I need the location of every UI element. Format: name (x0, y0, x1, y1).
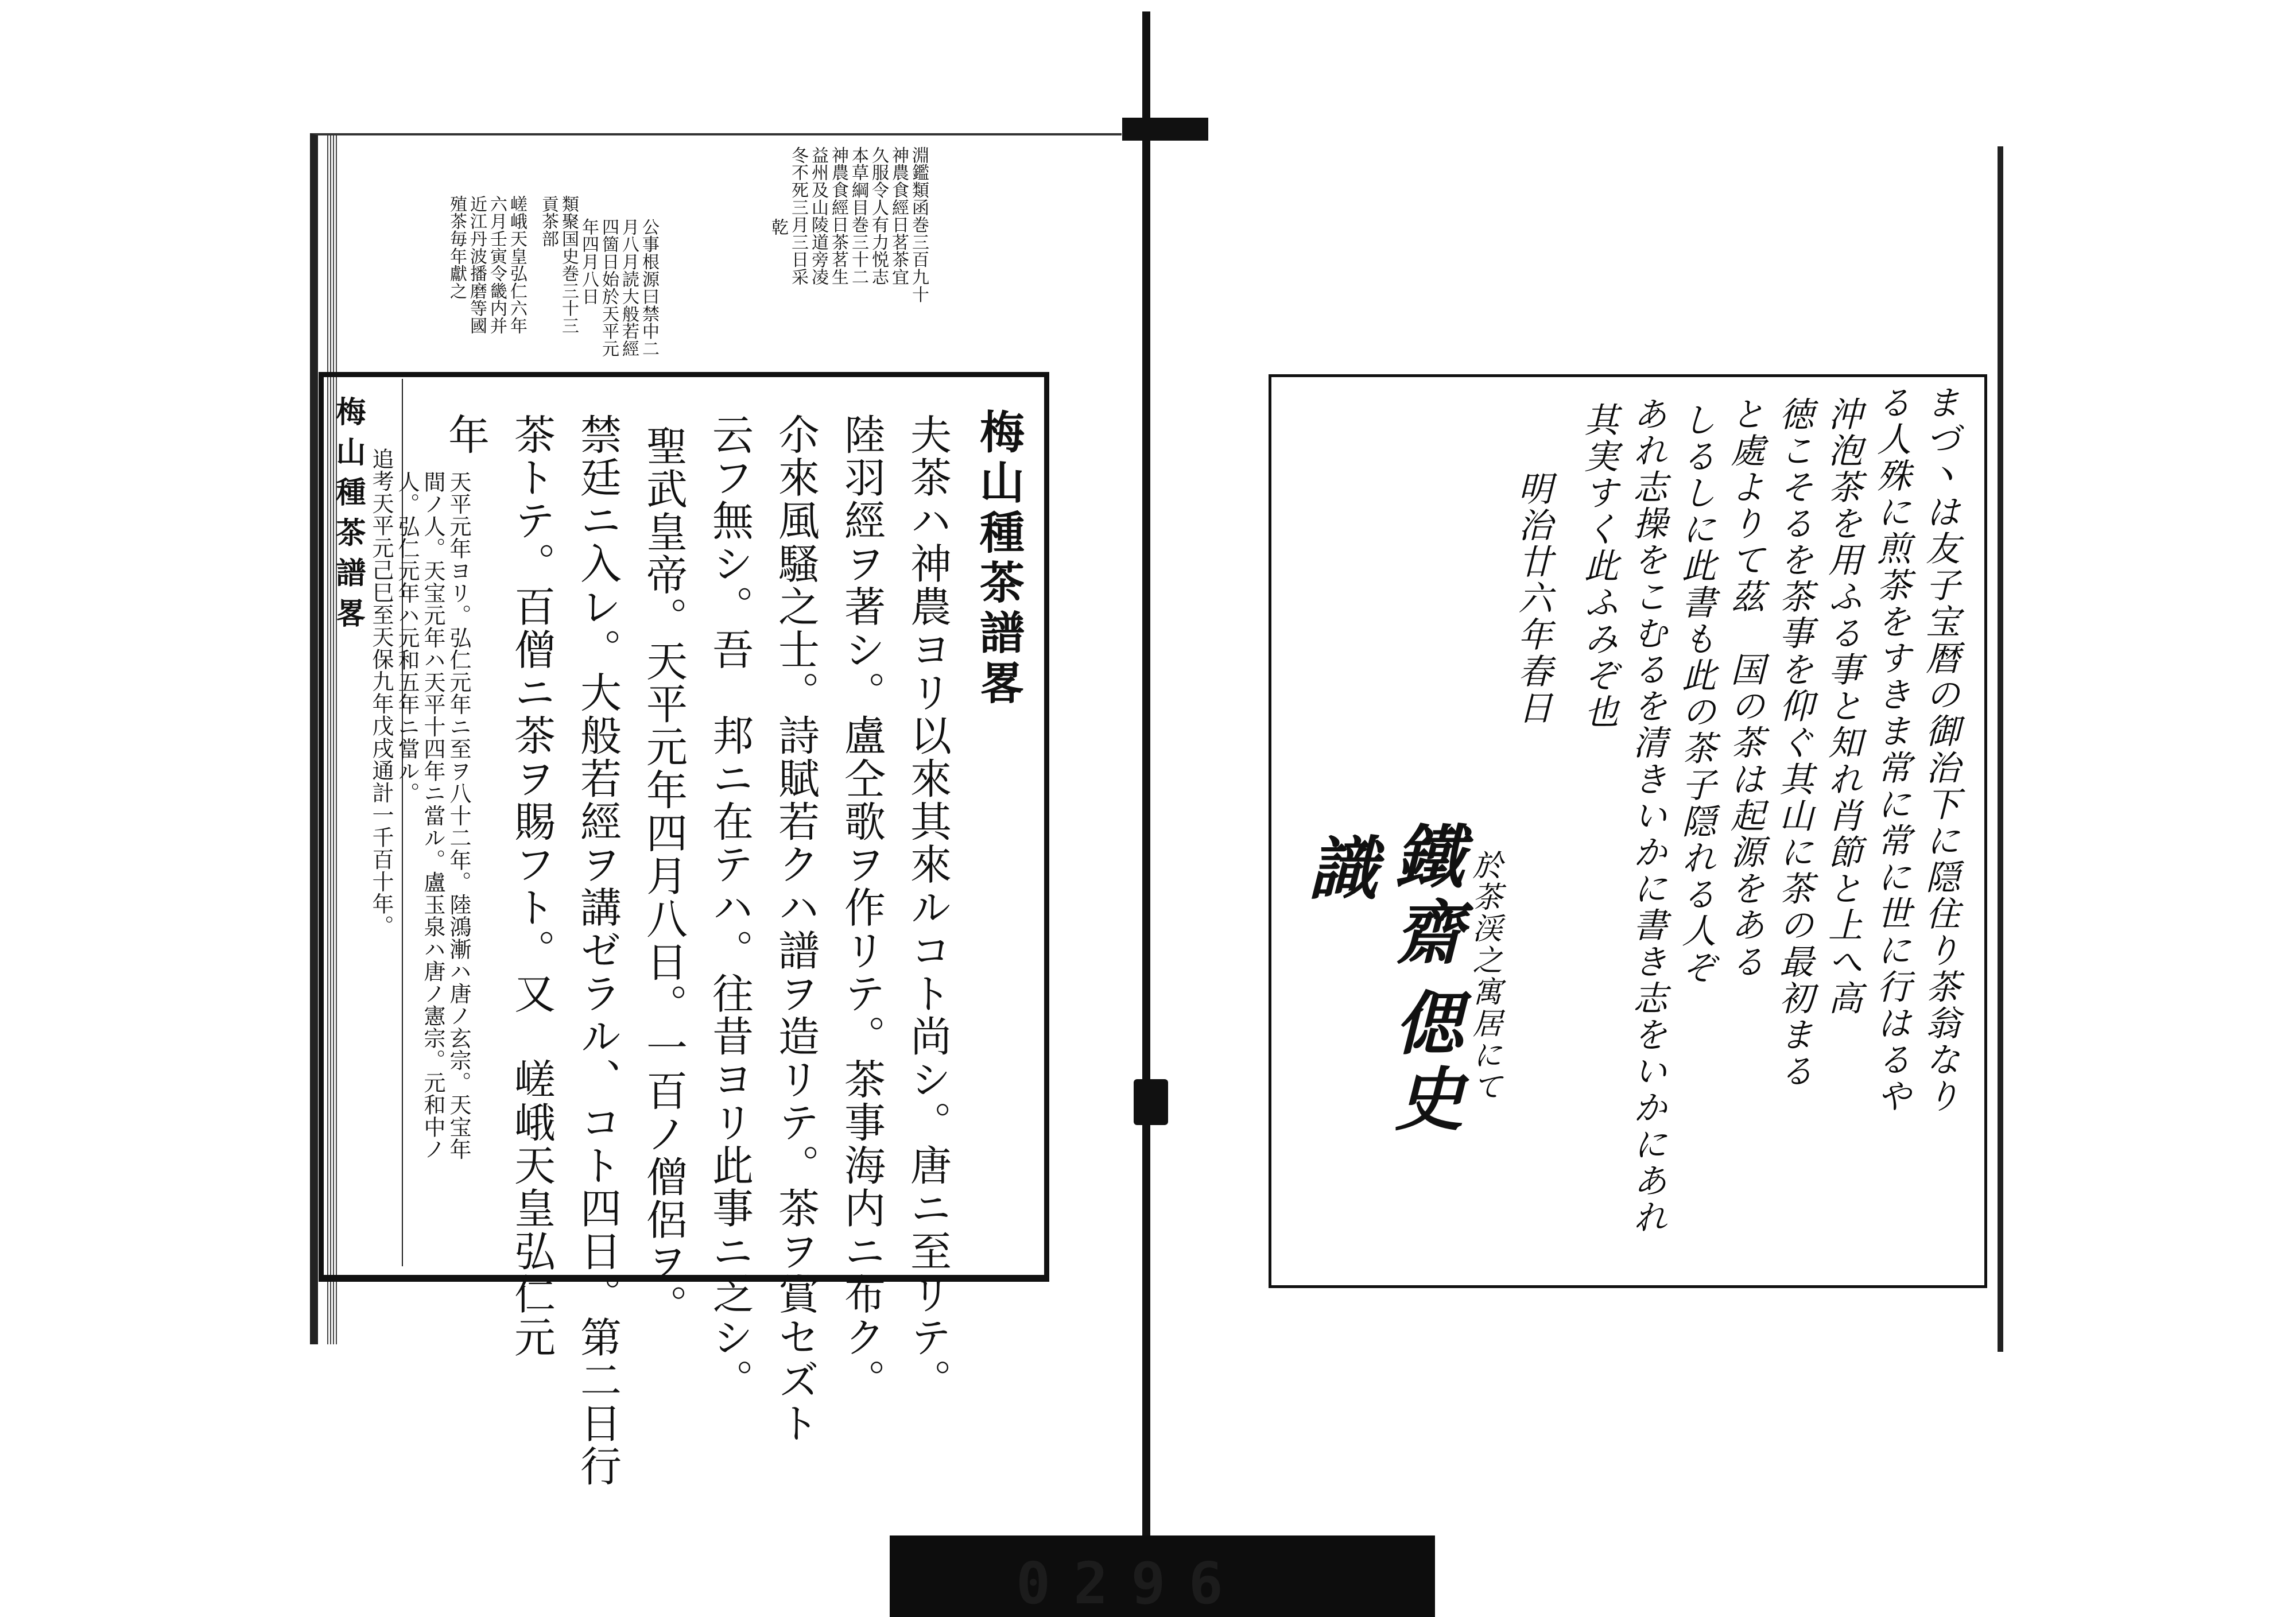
top-note-col: 殖茶毎年獻之 (447, 195, 467, 300)
hand-column: る人殊に煎茶をすきま常に常に世に行はるや (1871, 385, 1911, 1115)
signature-sub: 識 (1297, 832, 1378, 908)
note-column: 追考天平元己巳至天保九年戊戌通計一千百十年。 (369, 448, 394, 937)
top-note-col: 本草綱目巻三十二 (848, 146, 868, 286)
note-column: 間ノ人。天宝元年ハ天平十四年ニ當ル。盧玉泉ハ唐ノ憲宗。元和中ノ (420, 471, 445, 1161)
top-note-col: 四箇日始於天平元 (599, 218, 619, 358)
top-note-col: 益州及山陵道旁凌 (808, 146, 828, 286)
side-title: 梅山種茶譜畧 (331, 396, 366, 638)
top-note-col: 久服令人有力悦志 (868, 146, 889, 286)
top-note-col: 貢茶部 (538, 195, 559, 247)
body-column: 禁廷ニ入レ。大般若經ヲ講ゼラル、コト四日。第二日行 (573, 413, 622, 1488)
body-column: 年 (441, 413, 490, 456)
signature-end: 偲史 (1383, 987, 1464, 1139)
page-title: 梅山種茶譜畧 (972, 409, 1025, 710)
body-column: 陸羽經ヲ著シ。盧仝歌ヲ作リテ。茶事海内ニ布ク。 (837, 413, 886, 1402)
hand-column: しるしに此書も此の茶子隠れる人ぞ (1676, 402, 1716, 986)
top-note-col: 年四月八日 (579, 218, 599, 305)
signature-main: 鐵齋 (1383, 821, 1464, 972)
right-page-edge (1998, 146, 2003, 1352)
top-note-col: 神農食經日茶茗生 (828, 146, 848, 286)
place-line: 於茶渓之寓居にて (1467, 850, 1502, 1103)
top-note-col: 嵯峨天皇弘仁六年 (507, 195, 527, 335)
date-line: 明治廿六年春日 (1512, 471, 1553, 727)
top-note-col: 神農食經日茗茶宜 (889, 146, 909, 286)
body-column: 夫茶ハ神農ヨリ以來其來ルコト尚シ。唐ニ至リテ。 (903, 413, 952, 1402)
hand-column: 徳こそるを茶事を仰ぐ其山に茶の最初まる (1774, 396, 1814, 1090)
top-note-col: 近江丹波播磨等國 (467, 195, 487, 335)
binding-string (1142, 11, 1150, 1561)
top-note-col: 公事根源曰禁中二 (639, 218, 659, 358)
hand-column: あれ志操をこむるを清きいかに書き志をいかにあれ (1627, 396, 1667, 1236)
body-column: 尒來風騷之士。詩賦若クハ譜ヲ造リテ。茶ヲ賞セズト (771, 413, 820, 1445)
top-note-col: 類聚国史巻三十三 (559, 195, 579, 335)
top-note-col: 六月壬寅令畿内并 (487, 195, 507, 335)
base-number: 0296 (1016, 1550, 1246, 1617)
note-column: 天平元年ヨリ。弘仁元年ニ至ヲ八十二年。陸鴻漸ハ唐ノ玄宗。天宝年 (446, 471, 471, 1161)
hand-column: まづ丶は友子宝暦の御治下に隠住り茶翁なり (1920, 385, 1960, 1115)
hand-column: 沖泡茶を用ふる事と知れ肖節と上へ高 (1822, 396, 1863, 1017)
top-note-col: 月八月読大般若經 (619, 218, 639, 358)
note-column: 人。弘仁元年ハ元和五年ニ當ル。 (394, 471, 420, 805)
top-note-col: 乾 (768, 218, 788, 236)
body-column: 聖武皇帝。天平元年四月八日。一百ノ僧侶ヲ。 (639, 425, 688, 1328)
body-column: 云フ無シ。吾 邦ニ在テハ。往昔ヨリ此事ニ乏シ。 (705, 413, 754, 1402)
hand-column: と處よりて茲 国の茶は起源をある (1725, 396, 1765, 980)
binding-knot (1134, 1079, 1168, 1125)
body-column: 茶トテ。百僧ニ茶ヲ賜フト。又 嵯峨天皇弘仁元 (507, 413, 556, 1359)
top-note-col: 冬不死三月三日采 (788, 146, 808, 286)
hand-column: 其実すく此ふみぞ也 (1578, 402, 1619, 731)
top-note-col: 淵鑑類函巻三百九十 (909, 146, 929, 303)
binding-clip (1122, 118, 1208, 141)
